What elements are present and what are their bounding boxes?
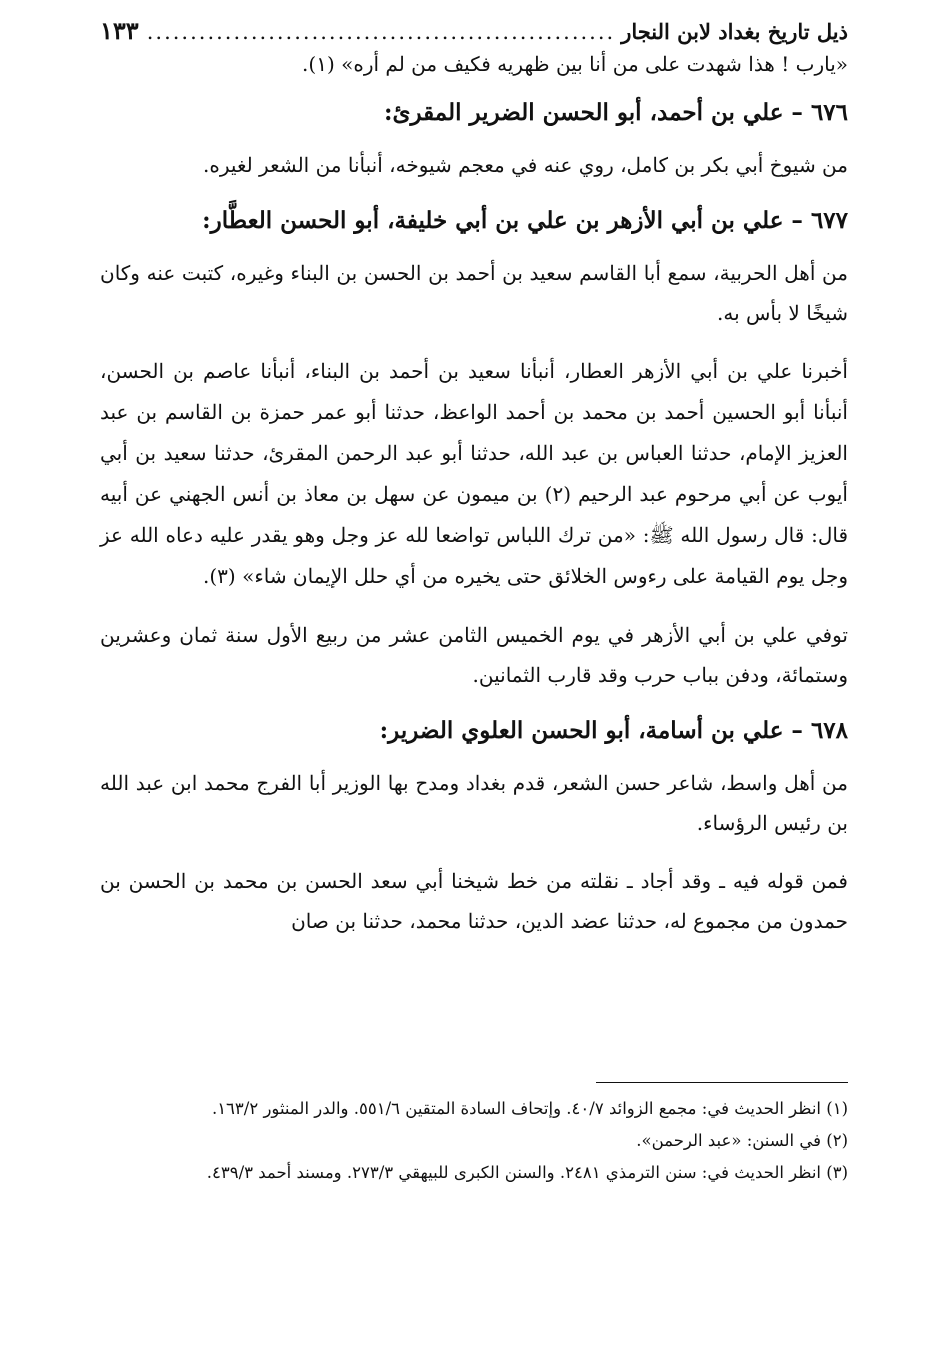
entry-paragraph: من أهل الحربية، سمع أبا القاسم سعيد بن أحمد بن الحسن بن البناء وغيره، كتبت عنه وكان شيخًا لا بأس به. bbox=[100, 261, 848, 325]
entry-heading: ٦٧٨ – علي بن أسامة، أبو الحسن العلوي الضرير: bbox=[379, 717, 848, 744]
footnote-divider bbox=[596, 1082, 848, 1083]
running-title: ذيل تاريخ بغداد لابن النجار bbox=[621, 19, 848, 44]
entry-heading: ٦٧٦ – علي بن أحمد، أبو الحسن الضرير المقرئ: bbox=[383, 99, 848, 126]
footnotes bbox=[100, 1094, 848, 1190]
page-number: ١٣٣ bbox=[100, 16, 139, 45]
entry-677 bbox=[100, 203, 848, 695]
entry-paragraph: فمن قوله فيه ـ وقد أجاد ـ نقلته من خط شيخنا أبي سعد الحسن بن محمد بن الحسن بن حمدون من مجموع له، حدثنا عضد الدين، حدثنا محمد، حدثنا بن صان bbox=[100, 869, 848, 933]
running-header bbox=[100, 14, 848, 48]
entry-676 bbox=[100, 95, 848, 185]
entry-paragraph: من أهل واسط، شاعر حسن الشعر، قدم بغداد ومدح بها الوزير أبا الفرج محمد ابن عبد الله بن رئيس الرؤساء. bbox=[100, 771, 848, 835]
death-paragraph: توفي علي بن أبي الأزهر في يوم الخميس الثامن عشر من ربيع الأول سنة ثمان وعشرين وستمائة، ودفن بباب حرب وقد قارب الثمانين. bbox=[100, 623, 848, 687]
dot-leader: ...................................................... bbox=[146, 20, 616, 44]
entry-paragraph: من شيوخ أبي بكر بن كامل، روي عنه في معجم شيوخه، أنبأنا من الشعر لغيره. bbox=[203, 153, 848, 177]
entry-heading: ٦٧٧ – علي بن أبي الأزهر بن علي بن أبي خليفة، أبو الحسن العطَّار: bbox=[202, 207, 848, 234]
footnote-3: (٣) انظر الحديث في: سنن الترمذي ٢٤٨١. والسنن الكبرى للبيهقي ٢٧٣/٣. ومسند أحمد ٤٣٩/٣. bbox=[206, 1163, 848, 1182]
opening-line: «يارب ! هذا شهدت على من أنا بين ظهريه فكيف من لم أره» (١). bbox=[302, 52, 848, 76]
footnote-2: (٢) في السنن: «عبد الرحمن». bbox=[636, 1131, 848, 1150]
hadith-paragraph: أخبرنا علي بن أبي الأزهر العطار، أنبأنا سعيد بن أحمد بن البناء، أنبأنا عاصم بن الحسن، أنبأنا أبو الحسين أحمد بن محمد بن أحمد الواعظ، حدثنا أبو عمر حمزة بن القاسم بن عبد العزيز الإمام، حدثنا العباس بن عبد الله، حدثنا أبو عبد الرحمن المقرئ، حدثنا سعيد بن أبي أيوب عن أبي مرحوم عبد الرحيم (٢) بن ميمون عن سهل بن معاذ بن أنس الجهني عن أبيه قال: قال رسول الله ﷺ: «من ترك اللباس تواضعا لله عز وجل وهو يقدر عليه دعاه الله عز وجل يوم القيامة على رءوس الخلائق حتى يخيره من أي حلل الإيمان شاء» (٣). bbox=[100, 359, 848, 588]
page-body bbox=[100, 14, 848, 959]
footnote-1: (١) انظر الحديث في: مجمع الزوائد ٤٠/٧. وإتحاف السادة المتقين ٥٥١/٦. والدر المنثور ١٦٣/٢. bbox=[211, 1099, 848, 1118]
entry-678 bbox=[100, 713, 848, 941]
